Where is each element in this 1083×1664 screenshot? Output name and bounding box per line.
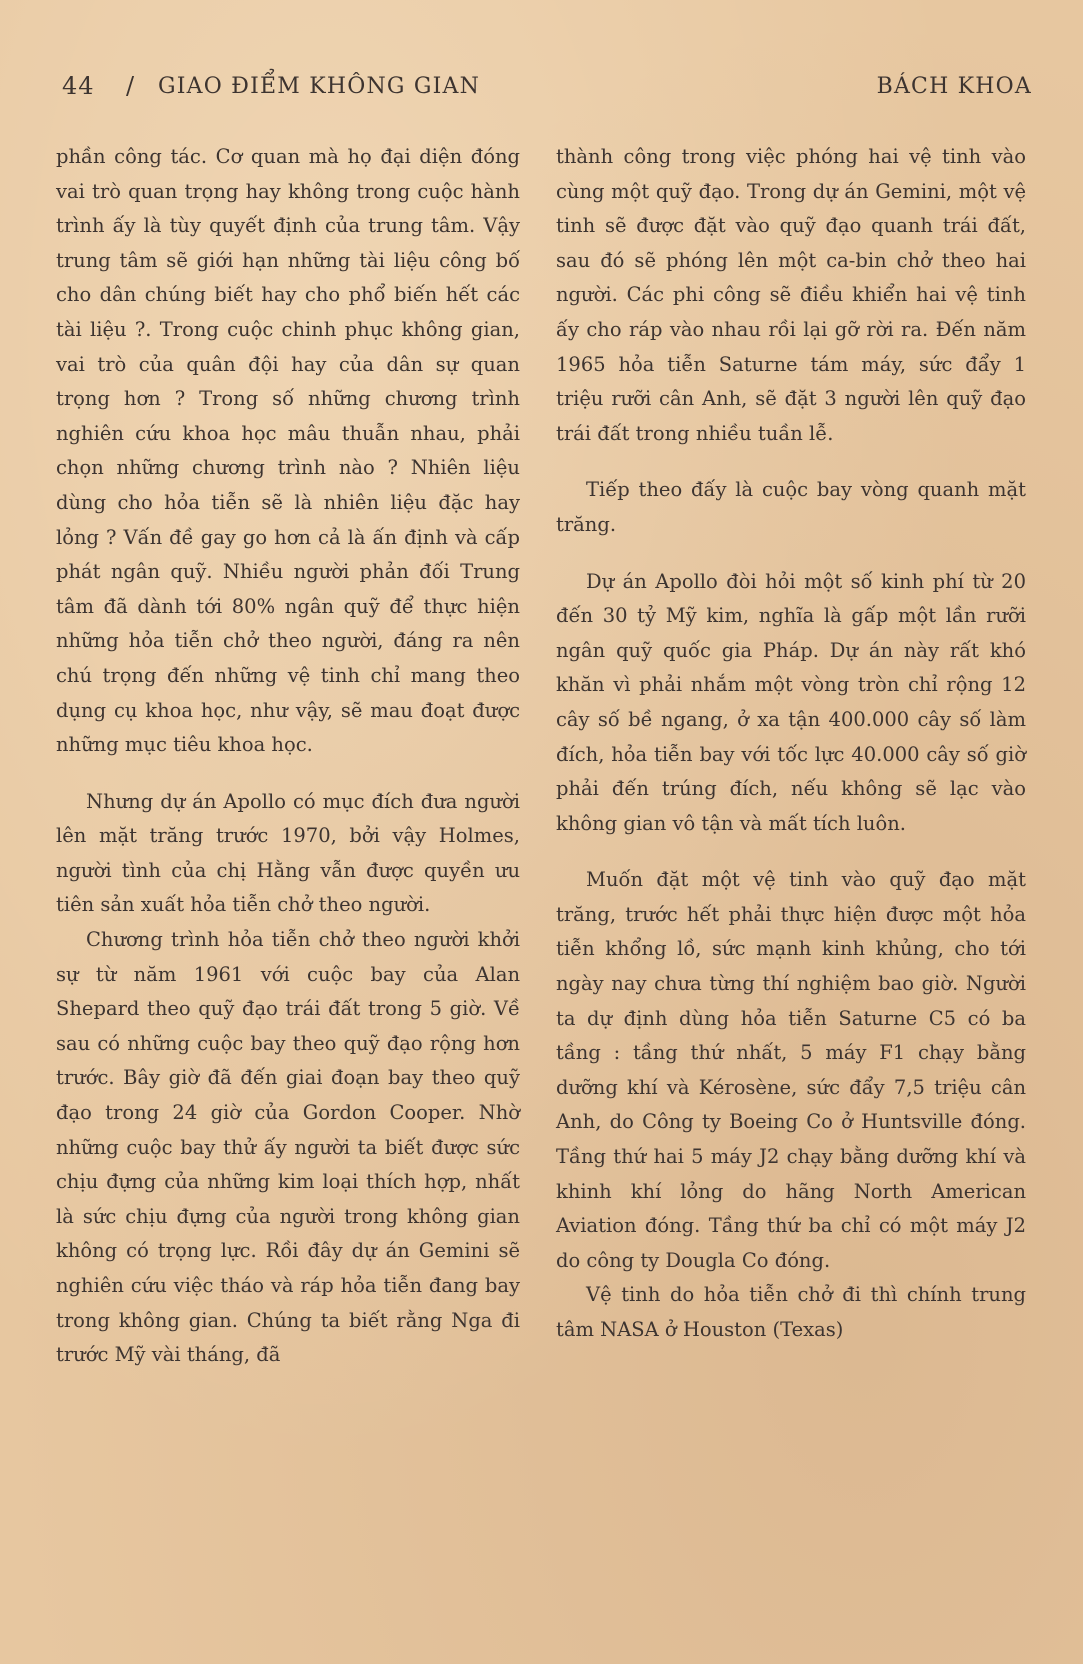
- magazine-name: BÁCH KHOA: [876, 74, 1032, 99]
- paragraph: thành công trong việc phóng hai vệ tinh vào cùng một quỹ đạo. Trong dự án Gemini, một vệ tinh sẽ được đặt vào quỹ đạo quanh trái đất, sau đó sẽ phóng lên một ca-bin chở theo hai người. Các phi công sẽ điều khiển hai vệ tinh ấy cho ráp vào nhau rồi lại gỡ rời ra. Đến năm 1965 hỏa tiễn Saturne tám máy, sức đẩy 1 triệu rưỡi cân Anh, sẽ đặt 3 người lên quỹ đạo trái đất trong nhiều tuần lễ.: [556, 145, 1026, 445]
- paragraph: Chương trình hỏa tiễn chở theo người khởi sự từ năm 1961 với cuộc bay của Alan Shepard theo quỹ đạo trái đất trong 5 giờ. Về sau có những cuộc bay theo quỹ đạo rộng hơn trước. Bây giờ đã đến giai đoạn bay theo quỹ đạo trong 24 giờ của Gordon Cooper. Nhờ những cuộc bay thử ấy người ta biết được sức chịu đựng của những kim loại thích hợp, nhất là sức chịu đựng của người trong không gian không có trọng lực. Rồi đây dự án Gemini sẽ nghiên cứu việc tháo và ráp hỏa tiễn đang bay trong không gian. Chúng ta biết rằng Nga đi trước Mỹ vài tháng, đã: [56, 928, 520, 1367]
- paragraph: Tiếp theo đấy là cuộc bay vòng quanh mặt trăng.: [556, 478, 1026, 536]
- paragraph: Dự án Apollo đòi hỏi một số kinh phí từ 20 đến 30 tỷ Mỹ kim, nghĩa là gấp một lần rưỡi ngân quỹ quốc gia Pháp. Dự án này rất khó khăn vì phải nhắm một vòng tròn chỉ rộng 12 cây số bề ngang, ở xa tận 400.000 cây số làm đích, hỏa tiễn bay với tốc lực 40.000 cây số giờ phải đến trúng đích, nếu không sẽ lạc vào không gian vô tận và mất tích luôn.: [556, 569, 1026, 835]
- paragraph: Vệ tinh do hỏa tiễn chở đi thì chính trung tâm NASA ở Houston (Texas): [556, 1283, 1026, 1341]
- left-column: [56, 140, 520, 1373]
- running-title: GIAO ĐIỂM KHÔNG GIAN: [158, 74, 481, 99]
- paragraph: Muốn đặt một vệ tinh vào quỹ đạo mặt trăng, trước hết phải thực hiện được một hỏa tiễn khổng lồ, sức mạnh kinh khủng, cho tới ngày nay chưa từng thí nghiệm bao giờ. Người ta dự định dùng hỏa tiễn Saturne C5 có ba tầng : tầng thứ nhất, 5 máy F1 chạy bằng dưỡng khí và Kérosène, sức đẩy 7,5 triệu cân Anh, do Công ty Boeing Co ở Huntsville đóng. Tầng thứ hai 5 máy J2 chạy bằng dưỡng khí và khinh khí lỏng do hãng North American Aviation đóng. Tầng thứ ba chỉ có một máy J2 do công ty Dougla Co đóng.: [556, 868, 1026, 1272]
- paragraph: phần công tác. Cơ quan mà họ đại diện đóng vai trò quan trọng hay không trong cuộc hành trình ấy là tùy quyết định của trung tâm. Vậy trung tâm sẽ giới hạn những tài liệu công bố cho dân chúng biết hay cho phổ biến hết các tài liệu ?. Trong cuộc chinh phục không gian, vai trò của quân đội hay của dân sự quan trọng hơn ? Trong số những chương trình nghiên cứu khoa học mâu thuẫn nhau, phải chọn những chương trình nào ? Nhiên liệu dùng cho hỏa tiễn sẽ là nhiên liệu đặc hay lỏng ? Vấn đề gay go hơn cả là ấn định và cấp phát ngân quỹ. Nhiều người phản đối Trung tâm đã dành tới 80% ngân quỹ để thực hiện những hỏa tiễn chở theo người, đáng ra nên chú trọng đến những vệ tinh chỉ mang theo dụng cụ khoa học, như vậy, sẽ mau đoạt được những mục tiêu khoa học.: [56, 145, 520, 757]
- header-separator: /: [126, 72, 135, 100]
- page-header: [62, 72, 1032, 112]
- paragraph: Nhưng dự án Apollo có mục đích đưa người lên mặt trăng trước 1970, bởi vậy Holmes, người tình của chị Hằng vẫn được quyền ưu tiên sản xuất hỏa tiễn chở theo người.: [56, 789, 520, 917]
- page-number: 44: [62, 72, 95, 100]
- right-column: [556, 140, 1026, 1348]
